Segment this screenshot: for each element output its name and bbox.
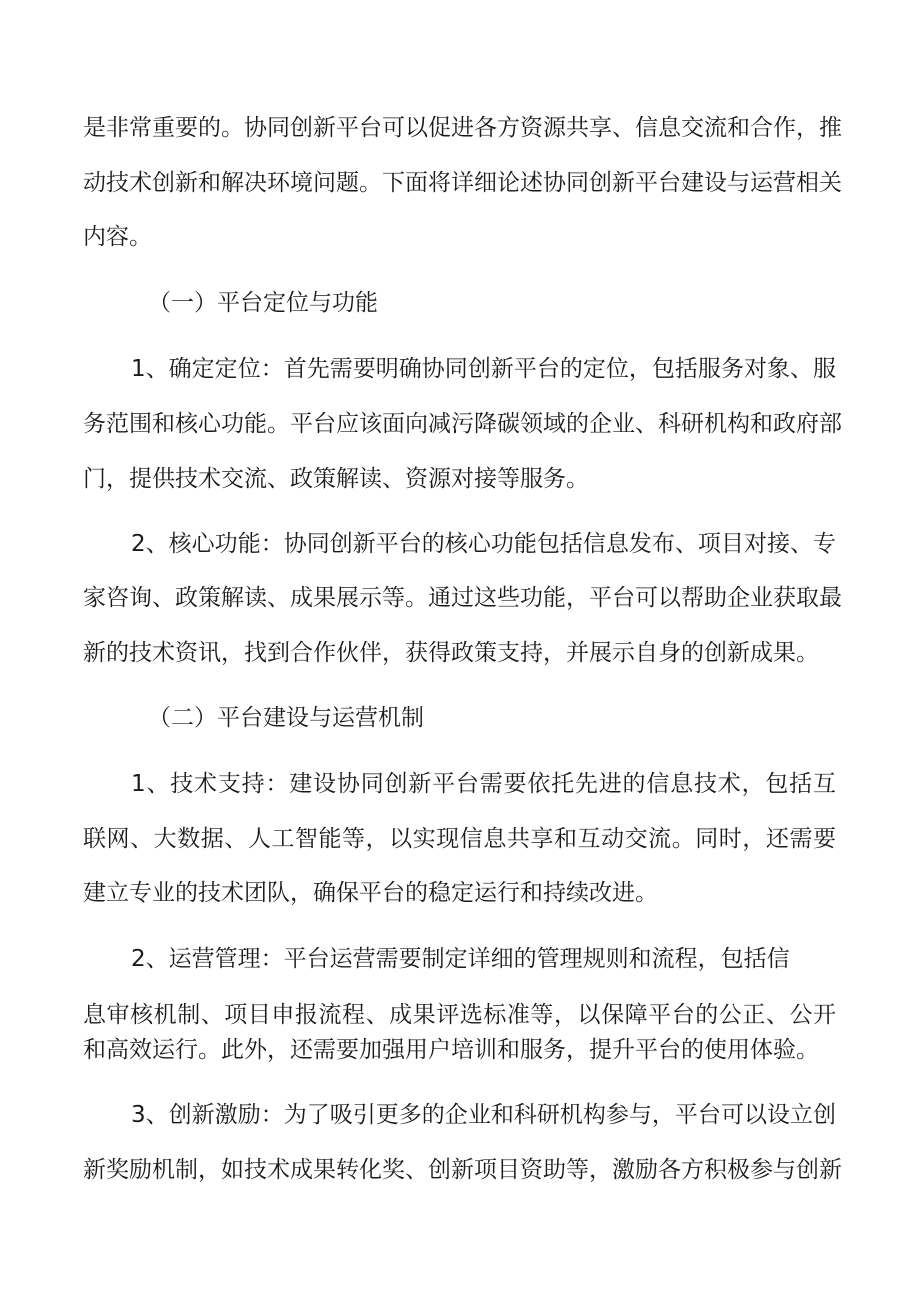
- intro-line-3: 内容。: [83, 224, 152, 250]
- section2-heading: （二）平台建设与运营机制: [148, 705, 424, 731]
- intro-line-2: 动技术创新和解决环境问题。下面将详细论述协同创新平台建设与运营相关: [83, 170, 842, 196]
- s2-item3-line-1: 3、创新激励：为了吸引更多的企业和科研机构参与，平台可以设立创: [131, 1102, 836, 1128]
- s1-item2-line-3: 新的技术资讯，找到合作伙伴，获得政策支持，并展示自身的创新成果。: [83, 640, 819, 666]
- s2-item1-line-3: 建立专业的技术团队，确保平台的稳定运行和持续改进。: [83, 880, 658, 906]
- s1-item2-line-1: 2、核心功能：协同创新平台的核心功能包括信息发布、项目对接、专: [131, 531, 836, 557]
- s2-item2-line-3: 和高效运行。此外，还需要加强用户培训和服务，提升平台的使用体验。: [83, 1037, 819, 1063]
- intro-line-1: 是非常重要的。协同创新平台可以促进各方资源共享、信息交流和合作，推: [83, 115, 842, 141]
- s1-item2-line-2: 家咨询、政策解读、成果展示等。通过这些功能，平台可以帮助企业获取最: [83, 585, 842, 611]
- s2-item1-line-2: 联网、大数据、人工智能等，以实现信息共享和互动交流。同时，还需要: [83, 826, 836, 852]
- s2-item2-line-1: 2、运营管理：平台运营需要制定详细的管理规则和流程，包括信: [131, 946, 790, 972]
- s1-item1-line-1: 1、确定定位：首先需要明确协同创新平台的定位，包括服务对象、服: [131, 356, 836, 382]
- section1-heading: （一）平台定位与功能: [148, 290, 378, 316]
- s2-item3-line-2: 新奖励机制，如技术成果转化奖、创新项目资助等，激励各方积极参与创新: [83, 1157, 842, 1183]
- s2-item2-line-2: 息审核机制、项目申报流程、成果评选标准等，以保障平台的公正、公开: [83, 1002, 836, 1028]
- s1-item1-line-2: 务范围和核心功能。平台应该面向减污降碳领域的企业、科研机构和政府部: [83, 411, 842, 437]
- s2-item1-line-1: 1、技术支持：建设协同创新平台需要依托先进的信息技术，包括互: [131, 771, 836, 797]
- s1-item1-line-3: 门，提供技术交流、政策解读、资源对接等服务。: [83, 466, 589, 492]
